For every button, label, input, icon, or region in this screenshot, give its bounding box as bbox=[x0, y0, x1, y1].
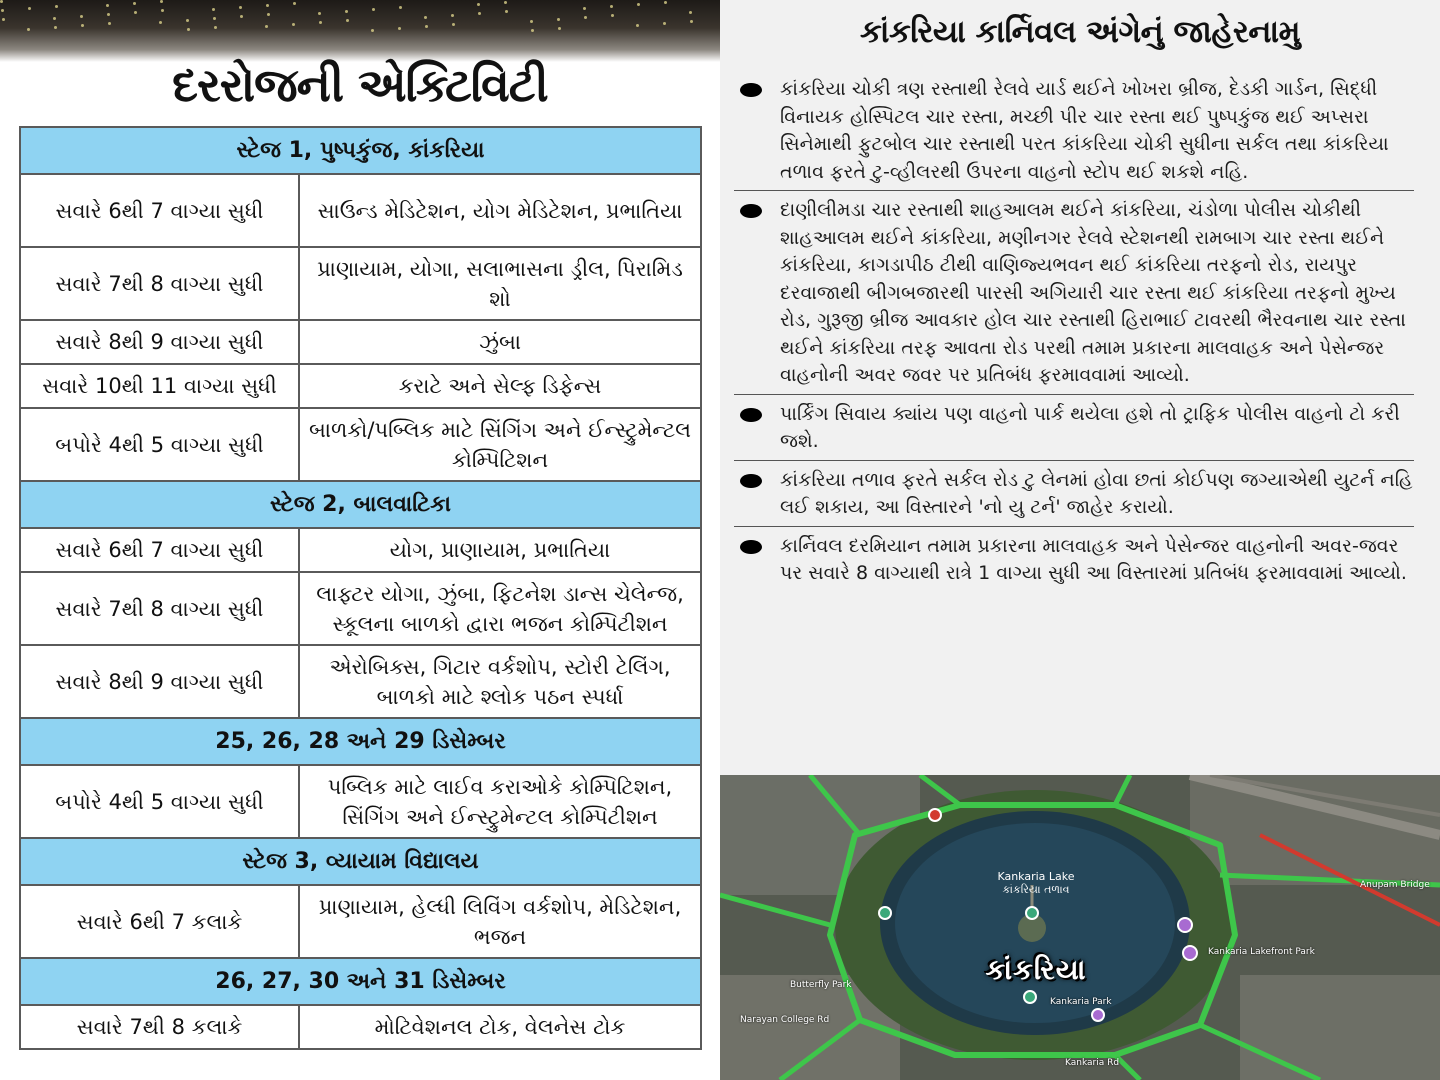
time-cell: સવારે 8થી 9 વાગ્યા સુધી bbox=[20, 320, 299, 364]
table-row bbox=[20, 645, 701, 718]
crowd-light bbox=[452, 23, 455, 26]
crowd-light bbox=[584, 16, 587, 19]
crowd-light bbox=[212, 8, 215, 11]
activity-cell: મોટિવેશનલ ટોક, વેલનેસ ટોક bbox=[299, 1005, 701, 1049]
notice-item: દાણીલીમડા ચાર રસ્તાથી શાહઆલમ થઈને કાંકરિયા, ચંડોળા પોલીસ ચોકીથી શાહઆલમ થઈને કાંકરિયા, મણીનગર રેલવે સ્ટેશનથી રામબાગ ચાર રસ્તા થઈને કાંકરિયા, કાગડાપીઠ ટીથી વાણિજ્યભવન થઈ કાંકરિયા તરફનો રોડ, રાયપુર દરવાજાથી બીગબજારથી પારસી અગિયારી ચાર રસ્તા થઈ કાંકરિયા તરફનો મુખ્ય રોડ, ગુરૂજી બ્રીજ આવકાર હોલ ચાર રસ્તાથી હિરાભાઈ ટાવરથી ભૈરવનાથ ચાર રસ્તા થઈને કાંકરિયા તરફ આવતા રોડ પરથી તમામ પ્રકારના માલવાહક અને પેસેન્જર વાહનોની અવર જવર પર પ્રતિબંધ ફરમાવવામાં આવ્યો. bbox=[734, 197, 1414, 395]
crowd-light bbox=[106, 4, 109, 7]
table-row bbox=[20, 885, 701, 958]
activity-cell: પ્રાણાયામ, યોગા, સલાભાસના ડ્રીલ, પિરામિડ શો bbox=[299, 247, 701, 320]
map-label: Kankaria Rd bbox=[1065, 1058, 1120, 1068]
kankaria-map bbox=[720, 775, 1440, 1080]
crowd-light bbox=[186, 19, 189, 22]
table-row bbox=[20, 247, 701, 320]
daily-activity-title: દરરોજની એક્ટિવિટી bbox=[172, 58, 548, 112]
bullet-icon bbox=[740, 204, 762, 218]
crowd-light bbox=[318, 12, 321, 15]
notification-panel bbox=[720, 0, 1440, 1080]
crowd-light bbox=[213, 17, 216, 20]
crowd-light bbox=[53, 17, 56, 20]
bullet-icon bbox=[740, 540, 762, 554]
time-cell: બપોરે 4થી 5 વાગ્યા સુધી bbox=[20, 408, 299, 481]
stage-header: સ્ટેજ 2, બાલવાટિકા bbox=[20, 481, 701, 528]
bullet-icon bbox=[740, 408, 762, 422]
map-lake-label: Kankaria Lake કાંકરિયા તળાવ bbox=[997, 870, 1075, 896]
time-cell: સવારે 6થી 7 વાગ્યા સુધી bbox=[20, 528, 299, 572]
table-row bbox=[20, 528, 701, 572]
bullet-icon bbox=[740, 83, 762, 97]
crowd-light bbox=[611, 14, 614, 17]
crowd-light bbox=[583, 7, 586, 10]
crowd-light bbox=[161, 9, 164, 12]
crowd-light bbox=[55, 5, 58, 8]
crowd-light bbox=[292, 23, 295, 26]
crowd-light bbox=[54, 26, 57, 29]
stage-header-row bbox=[20, 718, 701, 765]
stage-header-row bbox=[20, 127, 701, 174]
crowd-photo-strip bbox=[0, 0, 720, 62]
notice-item: કાંકરિયા તળાવ ફરતે સર્કલ રોડ ટુ લેનમાં હોવા છતાં કોઈપણ જગ્યાએથી યુટર્ન નહિ લઈ શકાય, આ વિસ્તારને 'નો યુ ટર્ન' જાહેર કરાયો. bbox=[734, 467, 1414, 527]
table-row bbox=[20, 408, 701, 481]
map-label: Anupam Bridge bbox=[1360, 880, 1430, 890]
stage-header-row bbox=[20, 481, 701, 528]
crowd-light bbox=[371, 29, 374, 32]
crowd-light bbox=[689, 11, 692, 14]
crowd-light bbox=[108, 22, 111, 25]
crowd-light bbox=[558, 27, 561, 30]
crowd-light bbox=[319, 21, 322, 24]
crowd-light bbox=[372, 8, 375, 11]
map-label: Narayan College Rd bbox=[740, 1015, 830, 1025]
crowd-light bbox=[424, 16, 427, 19]
schedule-table bbox=[19, 126, 702, 1050]
crowd-light bbox=[530, 20, 533, 23]
crowd-light bbox=[265, 25, 268, 28]
table-row bbox=[20, 320, 701, 364]
activity-cell: બાળકો/પબ્લિક માટે સિંગિંગ અને ઈન્સ્ટ્રુમેન્ટલ કોમ્પિટિશન bbox=[299, 408, 701, 481]
crowd-light bbox=[27, 28, 30, 31]
crowd-light bbox=[690, 20, 693, 23]
crowd-light bbox=[1, 9, 4, 12]
crowd-light bbox=[451, 14, 454, 17]
map-graphic bbox=[720, 775, 1440, 1080]
crowd-light bbox=[267, 13, 270, 16]
table-row bbox=[20, 572, 701, 645]
bullet-icon bbox=[740, 474, 762, 488]
stage-header: 26, 27, 30 અને 31 ડિસેમ્બર bbox=[20, 958, 701, 1005]
crowd-light bbox=[425, 25, 428, 28]
crowd-light bbox=[610, 5, 613, 8]
crowd-light bbox=[346, 19, 349, 22]
time-cell: સવારે 7થી 8 કલાકે bbox=[20, 1005, 299, 1049]
time-cell: સવારે 7થી 8 વાગ્યા સુધી bbox=[20, 247, 299, 320]
notice-item: કાંકરિયા ચોકી ત્રણ રસ્તાથી રેલવે યાર્ડ થઈને ખોખરા બ્રીજ, દેડકી ગાર્ડન, સિદ્ધી વિનાયક હોસ્પિટલ ચાર રસ્તા, મચ્છી પીર ચાર રસ્તા થઈ પુષ્પકુંજ થઈ અપ્સરા સિનેમાથી ફુટબોલ ચાર રસ્તાથી પરત કાંકરિયા ચોકી સુધીના સર્કલ તથા કાંકરિયા તળાવ ફરતે ટુ-વ્હીલરથી ઉપરના વાહનો સ્ટોપ થઈ શકશે નહિ. bbox=[734, 76, 1414, 191]
crowd-light bbox=[478, 12, 481, 15]
crowd-light bbox=[664, 1, 667, 4]
crowd-light bbox=[187, 28, 190, 31]
crowd-light bbox=[663, 22, 666, 25]
crowd-light bbox=[505, 10, 508, 13]
activity-cell: પબ્લિક માટે લાઈવ કરાઓકે કોમ્પિટિશન, સિંગિંગ અને ઈન્સ્ટ્રુમેન્ટલ કોમ્પિટીશન bbox=[299, 765, 701, 838]
notice-list bbox=[734, 76, 1414, 598]
crowd-light bbox=[80, 15, 83, 18]
crowd-light bbox=[239, 6, 242, 9]
notice-item: પાર્કિંગ સિવાય ક્યાંય પણ વાહનો પાર્ક થયેલા હશે તો ટ્રાફિક પોલીસ વાહનો ટો કરી જશે. bbox=[734, 401, 1414, 461]
activity-cell: લાફ્ટર યોગા, ઝુંબા, ફિટનેશ ડાન્સ ચેલેન્જ, સ્કૂલના બાળકો દ્વારા ભજન કોમ્પિટીશન bbox=[299, 572, 701, 645]
stage-header-row bbox=[20, 838, 701, 885]
activity-cell: પ્રાણાયામ, હેલ્ધી લિવિંગ વર્કશોપ, મેડિટેશન, ભજન bbox=[299, 885, 701, 958]
activity-cell: સાઉન્ડ મેડિટેશન, યોગ મેડિટેશન, પ્રભાતિયા bbox=[299, 174, 701, 247]
activity-cell: ઝુંબા bbox=[299, 320, 701, 364]
crowd-light bbox=[160, 0, 163, 3]
crowd-light bbox=[266, 4, 269, 7]
table-row bbox=[20, 765, 701, 838]
map-label: Kankaria Park bbox=[1050, 997, 1112, 1007]
crowd-light bbox=[557, 18, 560, 21]
time-cell: બપોરે 4થી 5 વાગ્યા સુધી bbox=[20, 765, 299, 838]
time-cell: સવારે 8થી 9 વાગ્યા સુધી bbox=[20, 645, 299, 718]
crowd-light bbox=[214, 26, 217, 29]
table-row bbox=[20, 174, 701, 247]
stage-header-row bbox=[20, 958, 701, 1005]
table-row bbox=[20, 1005, 701, 1049]
crowd-light bbox=[293, 2, 296, 5]
crowd-light bbox=[637, 3, 640, 6]
map-label: Kankaria Lakefront Park bbox=[1208, 947, 1315, 957]
map-area-label: કાંકરિયા bbox=[985, 953, 1087, 986]
crowd-light bbox=[28, 7, 31, 10]
stage-header: 25, 26, 28 અને 29 ડિસેમ્બર bbox=[20, 718, 701, 765]
crowd-light bbox=[134, 11, 137, 14]
crowd-light bbox=[531, 29, 534, 32]
crowd-light bbox=[159, 21, 162, 24]
notification-title: કાંકરિયા કાર્નિવલ અંગેનું જાહેરનામુ bbox=[860, 14, 1300, 50]
crowd-light bbox=[504, 1, 507, 4]
crowd-light bbox=[2, 18, 5, 21]
crowd-light bbox=[636, 24, 639, 27]
stage-header: સ્ટેજ 1, પુષ્પકુંજ, કાંકરિયા bbox=[20, 127, 701, 174]
notice-item: કાર્નિવલ દરમિયાન તમામ પ્રકારના માલવાહક અને પેસેન્જર વાહનોની અવર-જવર પર સવારે 8 વાગ્યાથી રાત્રે 1 વાગ્યા સુધી આ વિસ્તારમાં પ્રતિબંધ ફરમાવવામાં આવ્યો. bbox=[734, 533, 1414, 592]
crowd-light bbox=[477, 3, 480, 6]
map-label: Butterfly Park bbox=[790, 980, 852, 990]
stage-header: સ્ટેજ 3, વ્યાયામ વિદ્યાલય bbox=[20, 838, 701, 885]
crowd-light bbox=[0, 0, 3, 3]
crowd-light bbox=[133, 2, 136, 5]
time-cell: સવારે 6થી 7 વાગ્યા સુધી bbox=[20, 174, 299, 247]
crowd-light bbox=[345, 10, 348, 13]
crowd-light bbox=[81, 24, 84, 27]
time-cell: સવારે 7થી 8 વાગ્યા સુધી bbox=[20, 572, 299, 645]
crowd-light bbox=[240, 15, 243, 18]
crowd-light bbox=[107, 13, 110, 16]
activity-cell: યોગ, પ્રાણાયામ, પ્રભાતિયા bbox=[299, 528, 701, 572]
time-cell: સવારે 6થી 7 કલાકે bbox=[20, 885, 299, 958]
activity-cell: એરોબિક્સ, ગિટાર વર્કશોપ, સ્ટોરી ટેલિંગ, બાળકો માટે શ્લોક પઠન સ્પર્ધા bbox=[299, 645, 701, 718]
time-cell: સવારે 10થી 11 વાગ્યા સુધી bbox=[20, 364, 299, 408]
crowd-light bbox=[399, 6, 402, 9]
crowd-light bbox=[398, 27, 401, 30]
table-row bbox=[20, 364, 701, 408]
activity-cell: કરાટે અને સેલ્ફ ડિફેન્સ bbox=[299, 364, 701, 408]
